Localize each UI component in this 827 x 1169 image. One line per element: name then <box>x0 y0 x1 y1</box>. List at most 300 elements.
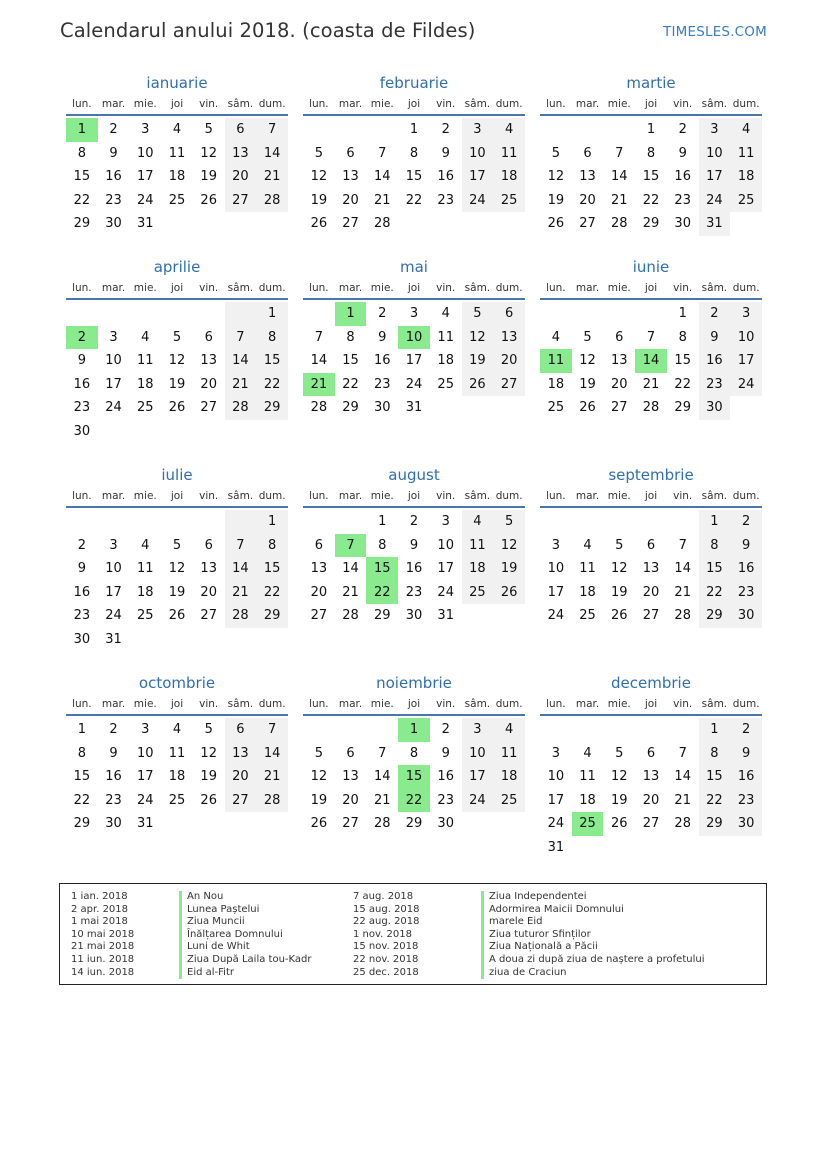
day-cell: 3 <box>551 745 560 761</box>
day-cell: 9 <box>109 745 118 761</box>
day-cell: 15 <box>73 769 91 785</box>
day-cell: 20 <box>310 584 328 600</box>
month-name: iunie <box>632 258 670 276</box>
weekday-label: mar. <box>101 98 126 110</box>
empty-day-cell <box>66 510 98 534</box>
day-cell: 20 <box>342 792 359 808</box>
day-cell: 23 <box>405 584 423 600</box>
day-cell: 19 <box>611 584 628 600</box>
day-cell: 26 <box>168 400 186 416</box>
empty-day-cell <box>540 302 572 326</box>
day-cell: 26 <box>547 216 565 232</box>
day-cell: 12 <box>611 561 628 577</box>
day-cell: 11 <box>137 561 154 577</box>
empty-day-cell <box>335 118 367 142</box>
weekday-label: dum. <box>258 98 286 110</box>
day-grid <box>66 510 288 652</box>
day-cell: 9 <box>441 745 450 761</box>
day-cell: 1 <box>256 302 288 326</box>
day-grid <box>303 718 525 836</box>
holiday-day-cell: 21 <box>303 373 335 397</box>
day-cell: 13 <box>642 769 660 785</box>
month-name: august <box>388 466 440 484</box>
day-cell: 3 <box>109 537 118 553</box>
day-cell: 17 <box>437 561 454 577</box>
day-cell: 1 <box>409 122 419 137</box>
day-cell: 26 <box>200 792 217 808</box>
day-cell: 10 <box>730 326 762 350</box>
brand-link[interactable]: TIMESLES.COM <box>663 24 767 40</box>
legend-holiday-name: Lunea Paștelui <box>179 904 311 917</box>
day-cell: 2 <box>109 722 118 737</box>
day-cell: 13 <box>579 169 596 185</box>
day-cell: 31 <box>405 400 423 416</box>
weekday-header <box>66 694 288 716</box>
day-cell: 12 <box>579 353 596 369</box>
legend-holiday-name: Ziua După Laila tou-Kadr <box>179 954 311 967</box>
day-cell: 11 <box>137 353 154 369</box>
day-cell: 17 <box>547 792 565 808</box>
day-cell: 19 <box>310 792 328 808</box>
weekday-label: vin. <box>673 98 693 110</box>
day-cell: 27 <box>225 789 257 813</box>
day-cell: 2 <box>699 302 731 326</box>
holiday-day-cell: 15 <box>398 765 430 789</box>
empty-day-cell <box>303 510 335 534</box>
day-cell: 7 <box>646 329 656 345</box>
weekday-label: lun. <box>546 490 566 502</box>
day-cell: 17 <box>105 584 122 600</box>
legend-dates-left <box>71 891 134 979</box>
weekday-label: lun. <box>309 698 329 710</box>
day-cell: 26 <box>611 816 628 832</box>
legend-holiday-name: Ziua Muncii <box>179 916 311 929</box>
day-cell: 5 <box>462 302 494 326</box>
day-cell: 23 <box>437 192 454 208</box>
day-cell: 16 <box>374 353 391 369</box>
legend-holiday-name: A doua zi după ziua de naștere a profetului <box>481 954 705 967</box>
month-septembrie <box>540 464 762 656</box>
holiday-day-cell: 1 <box>398 718 430 742</box>
day-cell: 5 <box>204 122 213 137</box>
day-cell: 4 <box>551 329 560 345</box>
legend-holiday-name: Ziua Națională a Păcii <box>481 941 705 954</box>
day-cell: 27 <box>200 608 217 624</box>
day-cell: 8 <box>378 537 387 553</box>
day-cell: 3 <box>462 118 494 142</box>
day-cell: 31 <box>699 212 731 236</box>
day-cell: 29 <box>342 400 359 416</box>
day-cell: 14 <box>256 142 288 166</box>
day-cell: 4 <box>172 122 182 137</box>
day-cell: 21 <box>642 376 660 392</box>
month-name: ianuarie <box>146 74 208 92</box>
weekday-label: sâm. <box>227 490 254 502</box>
day-cell: 11 <box>437 329 454 345</box>
day-cell: 14 <box>374 169 391 185</box>
weekday-label: lun. <box>309 282 329 294</box>
day-cell: 8 <box>699 534 731 558</box>
day-cell: 8 <box>678 329 687 345</box>
page-title: Calendarul anului 2018. (coasta de Fildes) <box>60 19 476 42</box>
weekday-label: mar. <box>101 490 126 502</box>
day-cell: 2 <box>109 122 118 137</box>
day-cell: 11 <box>493 742 525 766</box>
day-cell: 28 <box>674 816 691 832</box>
day-cell: 13 <box>200 561 217 577</box>
month-name: martie <box>626 74 676 92</box>
weekday-label: joi <box>170 698 184 710</box>
weekday-header <box>540 278 762 300</box>
month-name: noiembrie <box>376 674 452 692</box>
day-cell: 29 <box>699 812 731 836</box>
day-cell: 3 <box>141 722 150 737</box>
day-cell: 1 <box>77 722 86 737</box>
weekday-label: sâm. <box>464 98 491 110</box>
day-cell: 15 <box>405 169 423 185</box>
day-cell: 6 <box>346 145 355 161</box>
weekday-label: joi <box>407 282 421 294</box>
month-row <box>66 72 762 240</box>
day-cell: 1 <box>699 510 731 534</box>
day-cell: 4 <box>141 537 150 553</box>
holiday-day-cell: 15 <box>366 557 398 581</box>
day-cell: 31 <box>547 839 565 855</box>
legend-names-right <box>481 891 705 979</box>
day-cell: 3 <box>141 122 150 137</box>
day-cell: 23 <box>105 192 122 208</box>
month-aprilie <box>66 256 288 448</box>
day-cell: 2 <box>409 514 419 529</box>
weekday-header <box>303 694 525 716</box>
weekday-label: lun. <box>546 98 566 110</box>
day-cell: 19 <box>547 192 565 208</box>
holiday-day-cell: 22 <box>366 581 398 605</box>
day-cell: 18 <box>579 792 596 808</box>
weekday-header <box>540 486 762 508</box>
day-cell: 5 <box>172 329 182 345</box>
day-cell: 5 <box>314 745 323 761</box>
day-cell: 9 <box>77 561 86 577</box>
day-cell: 2 <box>378 306 387 321</box>
day-cell: 7 <box>256 118 288 142</box>
day-cell: 4 <box>493 718 525 742</box>
day-cell: 22 <box>699 581 731 605</box>
day-cell: 13 <box>225 142 257 166</box>
empty-day-cell <box>225 302 257 326</box>
legend-date: 22 aug. 2018 <box>353 916 420 928</box>
day-cell: 16 <box>73 376 91 392</box>
day-cell: 28 <box>310 400 328 416</box>
month-decembrie <box>540 672 762 864</box>
holiday-day-cell: 1 <box>66 118 98 142</box>
day-cell: 23 <box>730 581 762 605</box>
weekday-label: mie. <box>133 98 157 110</box>
day-cell: 26 <box>310 216 328 232</box>
weekday-label: mie. <box>607 698 631 710</box>
month-name: octombrie <box>138 674 216 692</box>
day-cell: 4 <box>583 537 592 553</box>
day-cell: 28 <box>225 396 257 420</box>
day-cell: 27 <box>225 189 257 213</box>
legend-date: 25 dec. 2018 <box>353 966 419 978</box>
day-cell: 11 <box>168 145 186 161</box>
weekday-label: vin. <box>436 282 456 294</box>
day-cell: 28 <box>374 216 391 232</box>
day-cell: 31 <box>437 608 454 624</box>
day-cell: 26 <box>462 373 494 397</box>
day-cell: 6 <box>646 745 656 761</box>
day-cell: 25 <box>730 189 762 213</box>
day-cell: 7 <box>225 326 257 350</box>
day-cell: 5 <box>551 145 560 161</box>
month-name: iulie <box>161 466 193 484</box>
day-cell: 24 <box>730 373 762 397</box>
day-cell: 25 <box>462 581 494 605</box>
holiday-day-cell: 25 <box>572 812 604 836</box>
day-cell: 15 <box>699 557 731 581</box>
day-cell: 22 <box>342 376 359 392</box>
day-cell: 13 <box>611 353 628 369</box>
day-cell: 20 <box>611 376 628 392</box>
day-cell: 27 <box>310 608 328 624</box>
holiday-day-cell: 14 <box>635 349 667 373</box>
day-cell: 10 <box>699 142 731 166</box>
legend-holiday-name: Ziua tuturor Sfinților <box>481 929 705 942</box>
empty-day-cell <box>540 718 572 742</box>
day-cell: 27 <box>579 216 596 232</box>
day-cell: 14 <box>674 561 691 577</box>
weekday-label: joi <box>170 98 184 110</box>
day-cell: 6 <box>225 718 257 742</box>
legend-holiday-name: marele Eid <box>481 916 705 929</box>
day-cell: 9 <box>441 145 450 161</box>
day-cell: 10 <box>462 742 494 766</box>
day-cell: 12 <box>493 534 525 558</box>
day-cell: 23 <box>73 608 91 624</box>
day-cell: 5 <box>314 145 323 161</box>
day-cell: 29 <box>405 816 423 832</box>
day-cell: 17 <box>405 353 423 369</box>
month-martie <box>540 72 762 240</box>
weekday-label: dum. <box>732 282 760 294</box>
weekday-label: lun. <box>546 698 566 710</box>
day-cell: 11 <box>730 142 762 166</box>
day-cell: 24 <box>137 792 154 808</box>
day-cell: 30 <box>437 816 454 832</box>
empty-day-cell <box>303 718 335 742</box>
weekday-header <box>540 694 762 716</box>
holiday-day-cell: 10 <box>398 326 430 350</box>
day-grid <box>66 302 288 444</box>
day-cell: 9 <box>77 353 86 369</box>
day-cell: 5 <box>493 510 525 534</box>
day-cell: 29 <box>699 604 731 628</box>
legend-holiday-name: Adormirea Maicii Domnului <box>481 904 705 917</box>
day-cell: 27 <box>342 816 359 832</box>
day-cell: 4 <box>730 118 762 142</box>
weekday-label: joi <box>170 490 184 502</box>
weekday-label: mie. <box>133 282 157 294</box>
empty-day-cell <box>161 510 193 534</box>
weekday-label: dum. <box>495 98 523 110</box>
weekday-label: mar. <box>338 282 363 294</box>
day-cell: 18 <box>137 584 154 600</box>
day-cell: 12 <box>462 326 494 350</box>
day-cell: 25 <box>168 192 186 208</box>
day-grid <box>540 510 762 628</box>
legend-date: 10 mai 2018 <box>71 928 135 940</box>
day-cell: 7 <box>378 745 387 761</box>
empty-day-cell <box>603 302 635 326</box>
weekday-label: lun. <box>309 98 329 110</box>
day-cell: 21 <box>674 584 691 600</box>
weekday-label: joi <box>407 490 421 502</box>
day-cell: 17 <box>699 165 731 189</box>
weekday-label: joi <box>644 698 658 710</box>
day-cell: 24 <box>437 584 454 600</box>
legend-names-left <box>179 891 311 979</box>
day-cell: 26 <box>493 581 525 605</box>
day-cell: 23 <box>730 789 762 813</box>
empty-day-cell <box>635 302 667 326</box>
weekday-label: mie. <box>370 98 394 110</box>
day-cell: 22 <box>642 192 660 208</box>
holiday-day-cell: 22 <box>398 789 430 813</box>
day-cell: 14 <box>256 742 288 766</box>
weekday-label: mar. <box>575 698 600 710</box>
day-cell: 3 <box>441 514 450 529</box>
empty-day-cell <box>366 118 398 142</box>
month-februarie <box>303 72 525 240</box>
month-name: februarie <box>379 74 449 92</box>
day-cell: 22 <box>73 792 91 808</box>
day-cell: 4 <box>172 722 182 737</box>
weekday-label: dum. <box>732 698 760 710</box>
day-cell: 22 <box>699 789 731 813</box>
day-cell: 6 <box>204 329 213 345</box>
legend-date: 1 nov. 2018 <box>353 928 412 940</box>
day-cell: 23 <box>374 376 391 392</box>
month-mai <box>303 256 525 448</box>
month-name: mai <box>400 258 428 276</box>
day-cell: 21 <box>611 192 628 208</box>
day-cell: 30 <box>105 216 122 232</box>
day-cell: 9 <box>109 145 118 161</box>
weekday-label: sâm. <box>227 282 254 294</box>
day-cell: 2 <box>77 537 86 553</box>
day-cell: 8 <box>256 534 288 558</box>
day-cell: 13 <box>310 561 328 577</box>
day-cell: 15 <box>642 169 660 185</box>
weekday-label: vin. <box>199 98 219 110</box>
day-cell: 24 <box>547 816 565 832</box>
day-cell: 14 <box>611 169 628 185</box>
day-cell: 16 <box>405 561 423 577</box>
day-grid <box>303 118 525 236</box>
day-cell: 1 <box>256 510 288 534</box>
day-cell: 1 <box>378 514 387 529</box>
empty-day-cell <box>572 510 604 534</box>
day-cell: 16 <box>730 557 762 581</box>
day-grid <box>303 510 525 628</box>
weekday-header <box>303 94 525 116</box>
day-cell: 2 <box>441 122 450 137</box>
day-cell: 31 <box>137 216 154 232</box>
day-cell: 9 <box>409 537 419 553</box>
day-cell: 22 <box>256 373 288 397</box>
day-grid <box>303 302 525 420</box>
day-cell: 26 <box>310 816 328 832</box>
day-grid <box>540 718 762 860</box>
day-cell: 25 <box>137 400 154 416</box>
day-cell: 15 <box>256 349 288 373</box>
day-cell: 23 <box>437 792 454 808</box>
weekday-label: dum. <box>258 282 286 294</box>
day-cell: 12 <box>611 769 628 785</box>
legend-holiday-name: ziua de Craciun <box>481 967 705 980</box>
day-cell: 20 <box>493 349 525 373</box>
day-cell: 3 <box>699 118 731 142</box>
day-cell: 15 <box>342 353 359 369</box>
day-cell: 19 <box>200 769 217 785</box>
day-cell: 5 <box>204 722 213 737</box>
day-cell: 19 <box>493 557 525 581</box>
day-cell: 14 <box>342 561 359 577</box>
holiday-day-cell: 11 <box>540 349 572 373</box>
day-cell: 13 <box>642 561 660 577</box>
day-cell: 16 <box>105 769 122 785</box>
day-cell: 16 <box>699 349 731 373</box>
empty-day-cell <box>193 302 225 326</box>
day-cell: 8 <box>409 745 419 761</box>
day-cell: 6 <box>583 145 592 161</box>
day-cell: 13 <box>342 169 359 185</box>
weekday-label: lun. <box>72 282 92 294</box>
legend-date: 1 ian. 2018 <box>71 891 128 902</box>
weekday-label: vin. <box>199 490 219 502</box>
day-cell: 15 <box>674 353 691 369</box>
empty-day-cell <box>572 718 604 742</box>
weekday-label: vin. <box>436 698 456 710</box>
day-cell: 12 <box>547 169 565 185</box>
day-cell: 28 <box>256 189 288 213</box>
day-cell: 19 <box>200 169 217 185</box>
day-cell: 28 <box>225 604 257 628</box>
weekday-label: joi <box>644 490 658 502</box>
day-cell: 11 <box>493 142 525 166</box>
day-cell: 13 <box>225 742 257 766</box>
day-cell: 23 <box>105 792 122 808</box>
day-cell: 18 <box>462 557 494 581</box>
day-grid <box>540 118 762 236</box>
day-cell: 19 <box>168 584 186 600</box>
day-cell: 21 <box>225 581 257 605</box>
day-cell: 25 <box>493 189 525 213</box>
weekday-label: mie. <box>370 282 394 294</box>
day-cell: 5 <box>615 745 624 761</box>
weekday-label: lun. <box>309 490 329 502</box>
day-cell: 10 <box>137 745 154 761</box>
weekday-label: sâm. <box>464 698 491 710</box>
weekday-label: mar. <box>575 98 600 110</box>
weekday-label: mie. <box>370 698 394 710</box>
month-iulie <box>66 464 288 656</box>
empty-day-cell <box>225 510 257 534</box>
month-octombrie <box>66 672 288 864</box>
empty-day-cell <box>193 510 225 534</box>
day-cell: 10 <box>105 353 122 369</box>
